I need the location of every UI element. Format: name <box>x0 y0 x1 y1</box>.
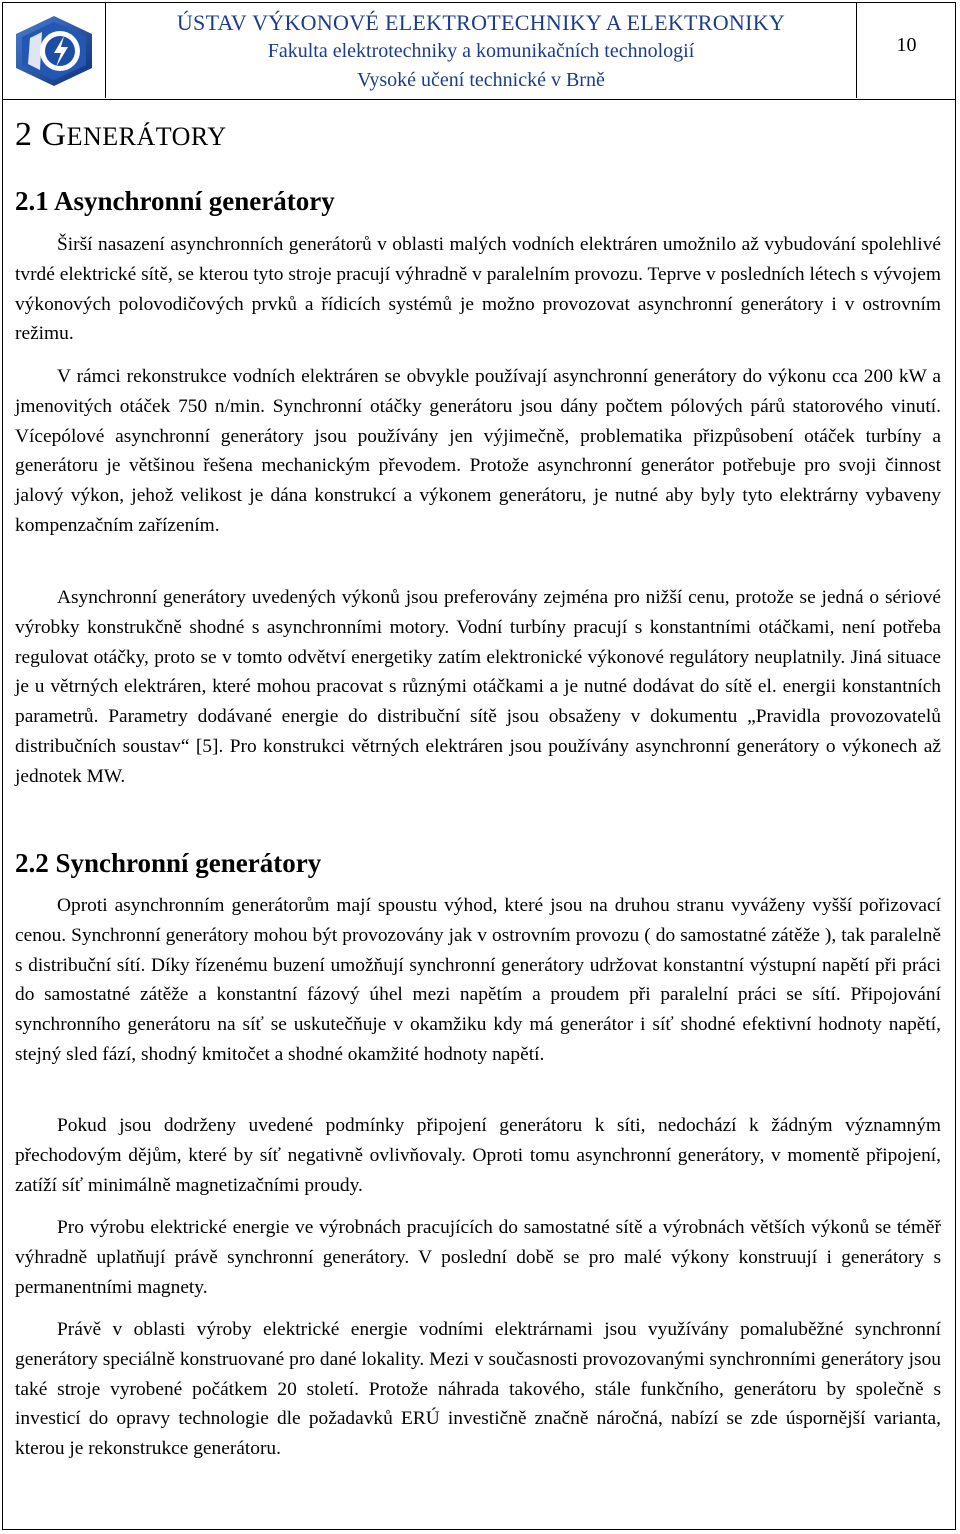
page-header <box>2 2 956 100</box>
section-heading-asynchronous: 2.1 Asynchronní generátory <box>15 186 335 216</box>
chapter-title-rest: ENERÁTORY <box>66 122 227 151</box>
paragraph: Pokud jsou dodrženy uvedené podmínky připojení generátoru k síti, nedochází k žádným významným přechodovým dějům, které by síť negativně ovlivňovaly. Oproti tomu asynchronní generátory, v momentě připojení, zatíží síť minimálně magnetizačními proudy. <box>15 1115 941 1196</box>
paragraph: Širší nasazení asynchronních generátorů v oblasti malých vodních elektráren umožnilo až vybudování spolehlivé tvrdé elektrické sítě, se kterou tyto stroje pracují výhradně v paralelním provozu. Teprve v posledních létech s vývojem výkonových polovodičových prvků a řídicích systémů je možno provozovat asynchronní generátory i v ostrovním režimu. <box>15 234 941 345</box>
page-number: 10 <box>896 34 917 56</box>
vut-feec-logo-icon <box>12 14 96 88</box>
chapter-number: 2 G <box>15 116 67 153</box>
logo-box <box>2 2 106 98</box>
paragraph: Oproti asynchronním generátorům mají spoustu výhod, které jsou na druhou stranu vyváženy vyšší pořizovací cenou. Synchronní generátory mohou být provozovány jak v ostrovním provozu ( do samostatné zátěže ), tak paralelně s distribuční sítí. Díky řízenému buzení umožňují synchronní generátory udržovat konstantní výstupní napětí při práci do samostatné zátěže a konstantní fázový úhel mezi napětím a proudem při paralelní práci se sítí. Připojování synchronního generátoru na síť se uskutečňuje v okamžiku kdy má generátor i síť shodné efektivní hodnoty napětí, stejný sled fází, shodný kmitočet a shodné okamžité hodnoty napětí. <box>15 895 941 1065</box>
institute-name: ÚSTAV VÝKONOVÉ ELEKTROTECHNIKY A ELEKTRONIKY <box>176 10 786 35</box>
paragraph: Právě v oblasti výroby elektrické energie vodními elektrárnami jsou využívány pomaluběžné synchronní generátory speciálně konstruované pro dané lokality. Mezi v současnosti provozovanými synchronními generátory jsou také stroje vyrobené počátkem 20 století. Protože náhrada takového, stále funkčního, generátoru by společně s investicí do opravy technologie dle požadavků ERÚ investičně značně náročná, nabízí se zde úspornější varianta, kterou je rekonstrukce generátoru. <box>15 1319 941 1460</box>
header-text <box>106 8 856 95</box>
faculty-name: Fakulta elektrotechniky a komunikačních technologií <box>267 40 695 62</box>
chapter-title <box>15 116 227 154</box>
paragraph: Asynchronní generátory uvedených výkonů jsou preferovány zejména pro nižší cenu, protože se jedná o sériové výrobky konstrukčně shodné s asynchronními motory. Vodní turbíny pracují s konstantními otáčkami, není potřeba regulovat otáčky, proto se v tomto odvětví energetiky zatím elektronické výkonové regulátory neuplatnily. Jiná situace je u větrných elektráren, které mohou pracovat s různými otáčkami a je nutné dodávat do sítě el. energii konstantních parametrů. Parametry dodávané energie do distribuční sítě jsou obsaženy v dokumentu „Pravidla provozovatelů distribučních soustav“ [5]. Pro konstrukci větrných elektráren jsou používány asynchronní generátory o výkonech až jednotek MW. <box>15 587 941 787</box>
university-name: Vysoké učení technické v Brně <box>357 69 605 91</box>
section-heading-synchronous: 2.2 Synchronní generátory <box>15 848 322 878</box>
paragraph: V rámci rekonstrukce vodních elektráren se obvykle používají asynchronní generátory do výkonu cca 200 kW a jmenovitých otáček 750 n/min. Synchronní otáčky generátoru jsou dány počtem pólových párů statorového vinutí. Vícepólové asynchronní generátory jsou používány jen výjimečně, problematika přizpůsobení otáček turbíny a generátoru je většinou řešena mechanickým převodem. Protože asynchronní generátor potřebuje pro svoji činnost jalový výkon, jehož velikost je dána konstrukcí a výkonem generátoru, je nutné aby byly tyto elektrárny vybaveny kompenzačním zařízením. <box>15 366 941 536</box>
paragraph: Pro výrobu elektrické energie ve výrobnách pracujících do samostatné sítě a výrobnách větších výkonů se téměř výhradně uplatňují právě synchronní generátory. V poslední době se pro malé výkony konstruují i generátory s permanentními magnety. <box>15 1217 941 1298</box>
page-number-box <box>856 2 956 98</box>
